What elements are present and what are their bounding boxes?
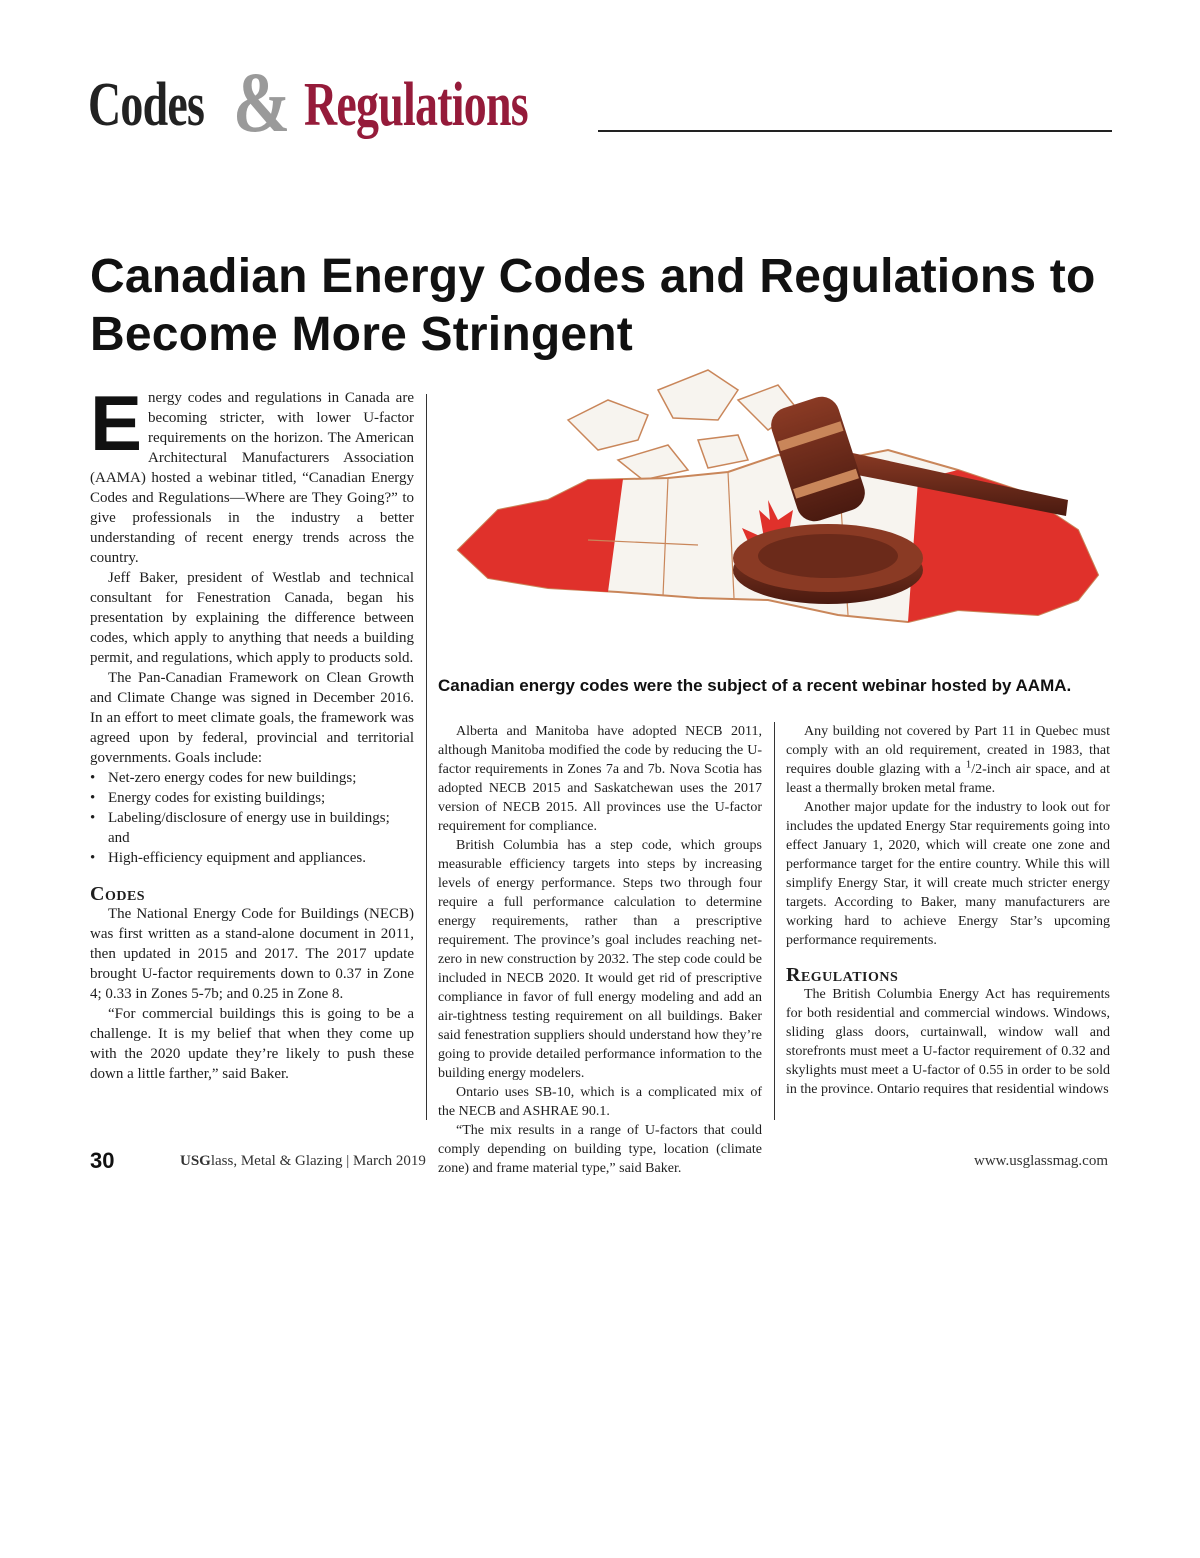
lead-paragraph: Energy codes and regulations in Canada are becoming stricter, with lower U-factor requirements on the horizon. The American Architectural Manufacturers Association (AAMA) hosted a webinar titled, “Canadian Energy Codes and Regulations—Where are They Going?” to give professionals in the industry a better understanding of recent energy trends across the country. [90,379,414,566]
header-regulations: Regulations [304,71,528,139]
list-item: • Labeling/disclosure of energy use in buildings; and [90,808,414,848]
paragraph: Alberta and Manitoba have adopted NECB 2011, although Manitoba modified the code by reducing the U-factor requirements in Zones 7a and 7b. Nova Scotia has adopted NECB 2015 and Saskatchewan uses the 2017 version of NECB 2015. All provinces use the U-factor requirement for compliance. [438,724,762,834]
drop-cap: E [90,379,143,467]
paragraph: Any building not covered by Part 11 in Quebec must comply with an old requirement, created in 1983, that requires double glazing with a $^1$/2-inch air space, and at least a thermally broken metal frame. [786,724,1110,796]
list-item: • Net-zero energy codes for new buildings; [90,768,414,788]
figure-caption: Canadian energy codes were the subject of a recent webinar hosted by AAMA. [438,676,1072,695]
page-number: 30 [90,1148,115,1173]
header-ampersand: & [233,54,291,150]
column-2 [438,722,762,1178]
subhead-codes: Codes [90,883,146,905]
goals-list [90,768,414,868]
publication-name: USGlass, Metal & Glazing | March 2019 [180,1153,426,1169]
paragraph: Jeff Baker, president of Westlab and technical consultant for Fenestration Canada, began his presentation by explaining the difference between codes, which apply to anything that needs a building permit, and regulations, which apply to products sold. [90,570,414,666]
website-url[interactable]: www.usglassmag.com [973,1153,1108,1169]
paragraph: “The mix results in a range of U-factors that could comply depending on building type, location (climate zone) and frame material type,” said Baker. [438,1123,762,1176]
paragraph: The Pan-Canadian Framework on Clean Growth and Climate Change was signed in December 2016. In an effort to meet climate goals, the framework was agreed upon by federal, provincial and territorial governments. Goals include: [90,670,414,766]
subhead-regulations: Regulations [786,964,899,986]
canada-gavel-image [438,360,1118,670]
flag-red-west [458,479,623,592]
article-headline: Canadian Energy Codes and Regulations to Become More Stringent [90,250,1096,361]
column-divider [426,394,427,1120]
header-codes: Codes [88,71,205,139]
paragraph: Ontario uses SB-10, which is a complicated mix of the NECB and ASHRAE 90.1. [438,1085,762,1119]
section-header [88,52,1112,150]
list-item: • Energy codes for existing buildings; [90,788,414,808]
paragraph: “For commercial buildings this is going to be a challenge. It is my belief that when they come up with the 2020 update they’re likely to push these down a little farther,” said Baker. [90,1006,414,1082]
page-footer [0,1148,1200,1178]
column-3 [786,722,1110,1099]
list-item: • High-efficiency equipment and appliances. [90,848,414,868]
column-1 [90,379,414,1084]
column-divider [774,722,775,1120]
paragraph: The National Energy Code for Buildings (NECB) was first written as a stand-alone document in 2011, then updated in 2015 and 2017. The 2017 update brought U-factor requirements down to 0.37 in Zone 4; 0.33 in Zones 5-7b; and 0.25 in Zone 8. [90,906,414,1002]
paragraph: The British Columbia Energy Act has requirements for both residential and commercial windows. Windows, sliding glass doors, curtainwall, window wall and storefronts must meet a U-factor requirement of 0.32 and skylights must meet a U-factor of 0.55 in order to be sold in the province. Ontario requires that residential windows [786,987,1110,1097]
paragraph: Another major update for the industry to look out for includes the updated Energy Star requirements going into effect January 1, 2020, which will create one zone and performance target for the entire country. While this will simplify Energy Star, it will create much stricter energy targets. According to Baker, many manufacturers are working hard to achieve Energy Star’s upcoming performance requirements. [786,800,1110,948]
paragraph: British Columbia has a step code, which groups measurable efficiency targets into steps by increasing levels of energy performance. Steps two through four require a full performance calculation to determine energy requirements, rather than a prescriptive requirement. The province’s goal includes reaching net-zero in new construction by 2032. The step code could be included in NECB 2020. It would get rid of prescriptive compliance in favor of full energy modeling and add an air-tightness testing requirement on all buildings. Baker said fenestration suppliers should understand how they’re going to provide detailed performance information to the building energy modelers. [438,838,762,1081]
